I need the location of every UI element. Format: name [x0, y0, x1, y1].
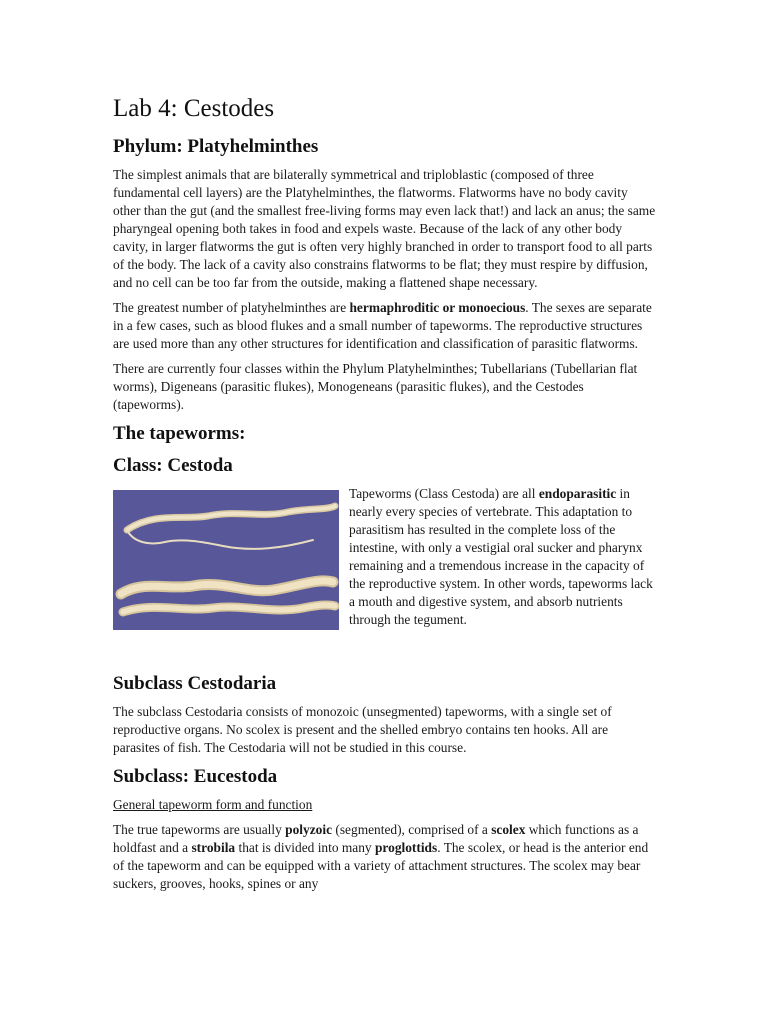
phylum-heading: Phylum: Platyhelminthes — [113, 136, 319, 157]
cestoda-description — [349, 485, 655, 629]
bold-term: scolex — [491, 822, 526, 837]
cestodaria-paragraph: The subclass Cestodaria consists of monozoic (unsegmented) tapeworms, with a single set of reproductive organs. No scolex is present and the shelled embryo contains ten hooks. All are parasites of fish. The Cestodaria will not be studied in this course. — [113, 704, 612, 755]
eucestoda-paragraph: The true tapeworms are usually polyzoic (segmented), comprised of a scolex which functions as a holdfast and a strobila that is divided into many proglottids. The scolex, or head is the anterior end of the tapeworm and can be equipped with a variety of attachment structures. The scolex may bear suckers, grooves, hooks, spines or any — [113, 822, 649, 891]
general-form-subheading: General tapeworm form and function — [113, 797, 313, 812]
tapeworm-photo — [113, 490, 339, 630]
classes-paragraph: There are currently four classes within the Phylum Platyhelminthes; Tubellarians (Tubellarian flat worms), Digeneans (parasitic flukes), Monogeneans (parasitic flukes), and the Cestodes (tapeworms). — [113, 361, 638, 412]
cestodaria-heading: Subclass Cestodaria — [113, 673, 277, 694]
cestoda-paragraph: Tapeworms (Class Cestoda) are all endoparasitic in nearly every species of vertebrate. This adaptation to parasitism has resulted in the complete loss of the intestine, with only a vestigial oral sucker and pharynx remaining and a tremendous increase in the capacity of the reproductive system. In other words, tapeworms lack a mouth and digestive system, and absorb nutrients through the tegument. — [349, 486, 653, 627]
page-title: Lab 4: Cestodes — [113, 95, 275, 122]
intro-paragraph: The simplest animals that are bilaterally symmetrical and triploblastic (composed of three fundamental cell layers) are the Platyhelminthes, the flatworms. Flatworms have no body cavity other than the gut (and the smallest free-living forms may even lack that!) and lack an anus; the same pharyngeal opening both takes in food and expels waste. Because of the lack of any other body cavity, in larger flatworms the gut is often very highly branched in order to transport food to all parts of the body. The lack of a cavity also constrains flatworms to be flat; they must respire by diffusion, and no cell can be too far from the outside, making a flattened shape necessary. — [113, 167, 656, 290]
reproduction-paragraph: The greatest number of platyhelminthes are hermaphroditic or monoecious. The sexes are separate in a few cases, such as blood flukes and a small number of tapeworms. The reproductive structures are used more than any other structures for identification and classification of parasitic flatworms. — [113, 300, 652, 351]
class-heading: Class: Cestoda — [113, 455, 233, 476]
bold-term: proglottids — [374, 840, 438, 855]
document-content — [113, 92, 658, 900]
cestoda-figure-row — [113, 485, 658, 665]
bold-term: polyzoic — [285, 822, 333, 837]
bold-term: hermaphroditic or monoecious — [349, 300, 526, 315]
eucestoda-heading: Subclass: Eucestoda — [113, 766, 278, 787]
tapeworms-heading: The tapeworms: — [113, 423, 246, 444]
bold-term: endoparasitic — [538, 486, 617, 501]
bold-term: strobila — [191, 840, 236, 855]
